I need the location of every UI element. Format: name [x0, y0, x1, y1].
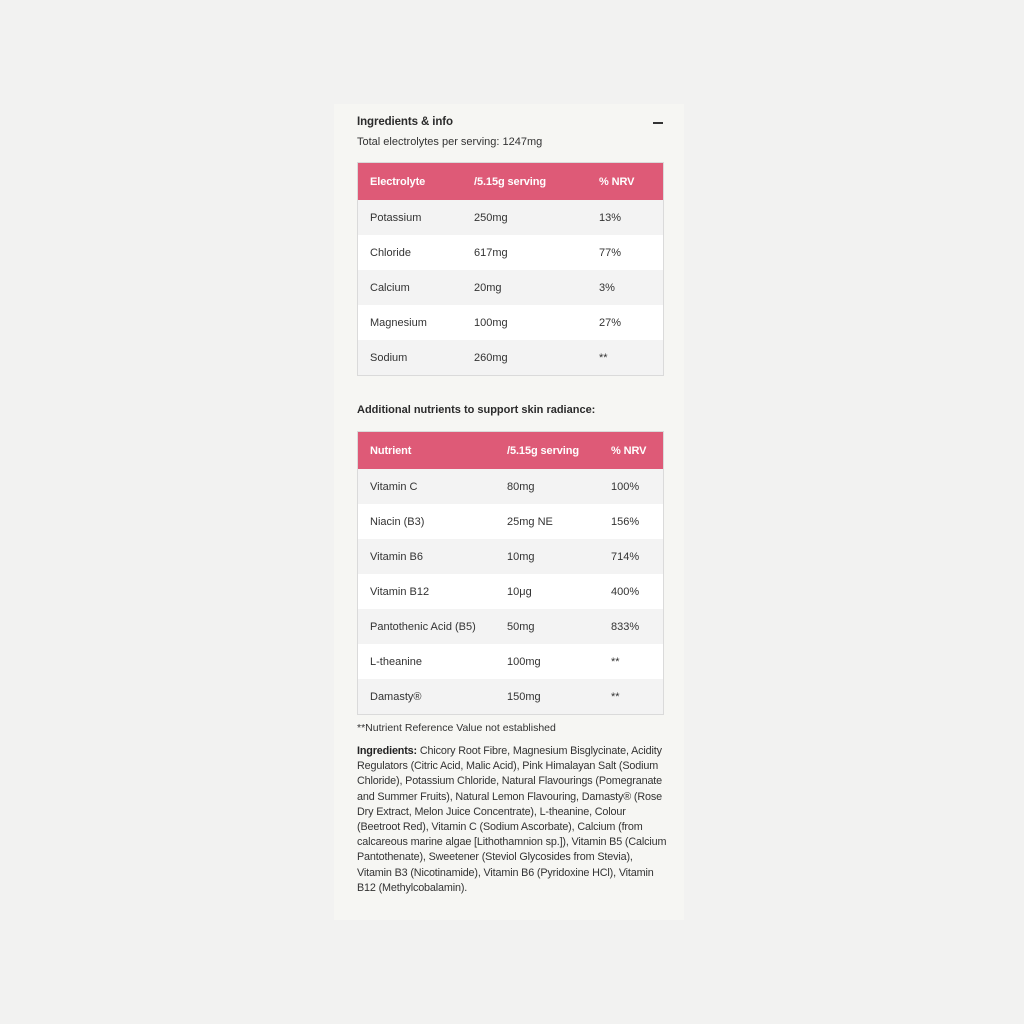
electrolyte-table — [357, 162, 664, 376]
serving-amount: 25mg NE — [495, 504, 599, 539]
nrv-value: 833% — [599, 609, 664, 644]
ingredients-text: Chicory Root Fibre, Magnesium Bisglycinate, Acidity Regulators (Citric Acid, Malic Acid), Pink Himalayan Salt (Sodium Chloride), Potassium Chloride, Natural Flavourings (Pomegranate and Summer Fruits), Natural Lemon Flavouring, Damasty® (Rose Dry Extract, Melon Juice Concentrate), L-theanine, Colour (Beetroot Red), Vitamin C (Sodium Ascorbate), Calcium (from calcareous marine algae [Lithothamnion sp.]), Vitamin B5 (Calcium Pantothenate), Sweetener (Steviol Glycosides from Stevia), Vitamin B3 (Nicotinamide), Vitamin B6 (Pyridoxine HCl), Vitamin B12 (Methylcobalamin). — [357, 745, 667, 894]
column-header-electrolyte: Electrolyte — [358, 163, 463, 201]
column-header-nrv: % NRV — [587, 163, 664, 201]
additional-nutrients-heading: Additional nutrients to support skin radiance: — [357, 404, 596, 416]
nutrient-name: Vitamin C — [358, 469, 496, 504]
table-row — [358, 609, 664, 644]
ingredients-accordion-toggle[interactable] — [357, 109, 663, 133]
table-row — [358, 504, 664, 539]
serving-amount: 250mg — [462, 200, 587, 235]
column-header-nrv: % NRV — [599, 432, 664, 470]
nrv-value: 13% — [587, 200, 664, 235]
nrv-value: 156% — [599, 504, 664, 539]
table-row — [358, 270, 664, 305]
nrv-value: 77% — [587, 235, 664, 270]
serving-amount: 260mg — [462, 340, 587, 376]
table-row — [358, 644, 664, 679]
serving-amount: 10mg — [495, 539, 599, 574]
nutrient-name: Niacin (B3) — [358, 504, 496, 539]
column-header-nutrient: Nutrient — [358, 432, 496, 470]
serving-amount: 80mg — [495, 469, 599, 504]
ingredients-info-panel — [334, 104, 684, 920]
table-row — [358, 200, 664, 235]
nutrient-name: Damasty® — [358, 679, 496, 715]
serving-amount: 100mg — [495, 644, 599, 679]
nrv-value: 100% — [599, 469, 664, 504]
table-row — [358, 539, 664, 574]
table-header-row — [358, 432, 664, 470]
nutrient-name: Pantothenic Acid (B5) — [358, 609, 496, 644]
nrv-footnote: **Nutrient Reference Value not established — [357, 722, 556, 734]
ingredients-paragraph — [357, 744, 667, 896]
table-row — [358, 679, 664, 715]
table-row — [358, 305, 664, 340]
nrv-value: 400% — [599, 574, 664, 609]
electrolyte-name: Sodium — [358, 340, 463, 376]
column-header-serving: /5.15g serving — [462, 163, 587, 201]
serving-amount: 20mg — [462, 270, 587, 305]
nrv-value: 714% — [599, 539, 664, 574]
nrv-value: ** — [599, 644, 664, 679]
serving-amount: 50mg — [495, 609, 599, 644]
nutrient-table — [357, 431, 664, 715]
minus-icon[interactable] — [650, 117, 666, 129]
serving-amount: 100mg — [462, 305, 587, 340]
nrv-value: ** — [587, 340, 664, 376]
table-row — [358, 574, 664, 609]
table-header-row — [358, 163, 664, 201]
total-electrolytes-text: Total electrolytes per serving: 1247mg — [357, 136, 543, 148]
electrolyte-name: Chloride — [358, 235, 463, 270]
table-row — [358, 340, 664, 376]
ingredients-label: Ingredients: — [357, 745, 417, 757]
serving-amount: 150mg — [495, 679, 599, 715]
accordion-title: Ingredients & info — [357, 116, 453, 128]
nrv-value: 3% — [587, 270, 664, 305]
serving-amount: 617mg — [462, 235, 587, 270]
column-header-serving: /5.15g serving — [495, 432, 599, 470]
nutrient-name: Vitamin B12 — [358, 574, 496, 609]
electrolyte-name: Magnesium — [358, 305, 463, 340]
table-row — [358, 469, 664, 504]
nutrient-name: L-theanine — [358, 644, 496, 679]
electrolyte-name: Calcium — [358, 270, 463, 305]
nrv-value: ** — [599, 679, 664, 715]
table-row — [358, 235, 664, 270]
electrolyte-name: Potassium — [358, 200, 463, 235]
serving-amount: 10μg — [495, 574, 599, 609]
nutrient-name: Vitamin B6 — [358, 539, 496, 574]
nrv-value: 27% — [587, 305, 664, 340]
